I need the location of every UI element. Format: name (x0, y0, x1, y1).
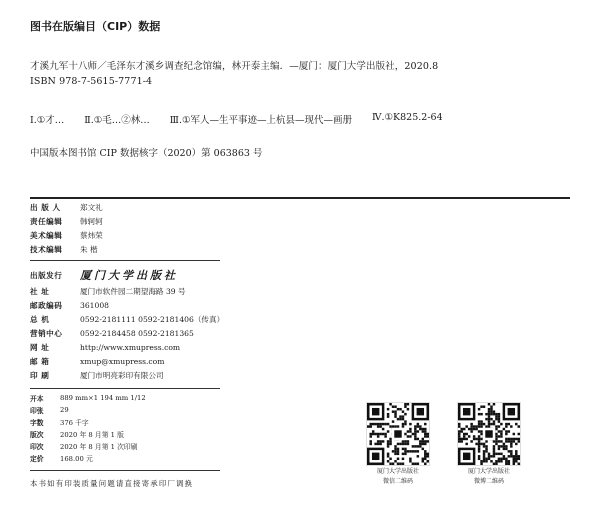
issuer-label: 出版发行 (30, 270, 63, 280)
staff-row (30, 243, 98, 255)
qr-caption-line1: 厦门大学出版社 (376, 468, 419, 475)
publisher-row (30, 369, 164, 381)
spec-label: 开本 (30, 395, 44, 403)
spec-label: 字数 (30, 419, 44, 427)
staff-value: 朱 楷 (80, 244, 98, 254)
publisher-label: 社 址 (30, 286, 50, 296)
publisher-label: 营销中心 (30, 328, 63, 338)
spec-row (30, 441, 138, 451)
spec-label: 版次 (30, 431, 44, 439)
staff-value: 蔡炜荣 (80, 230, 103, 240)
spec-row (30, 417, 89, 427)
publisher-value: 厦门市软件园二期望海路 39 号 (80, 286, 186, 296)
staff-value: 郑文礼 (80, 202, 103, 212)
spec-value: 889 mm×1 194 mm 1/12 (60, 394, 146, 402)
publisher-value: xmup@xmupress.com (80, 356, 165, 366)
publisher-row (30, 341, 180, 353)
issuer-row (30, 267, 178, 283)
spec-value: 376 千字 (60, 419, 89, 427)
publisher-value: 0592-2181111 0592-2181406（传真） (80, 314, 225, 324)
qr-code-icon (457, 402, 521, 466)
weibo-qr-block (456, 402, 522, 486)
publisher-row (30, 285, 186, 297)
publisher-row (30, 313, 224, 325)
qr-caption-line2: 微信二维码 (382, 478, 413, 485)
divider (30, 197, 570, 199)
staff-row (30, 229, 103, 241)
staff-label: 技术编辑 (30, 244, 63, 254)
wechat-qr-block (365, 402, 431, 486)
spec-label: 定价 (30, 455, 44, 463)
staff-label: 出 版 人 (30, 202, 61, 212)
cip-approval-number: 中国版本图书馆 CIP 数据核字（2020）第 063863 号 (30, 148, 263, 159)
publisher-value: 0592-2184458 0592-2181365 (80, 328, 194, 338)
classification-3: Ⅲ.①军人—生平事迹—上杭县—现代—画册 (169, 115, 352, 126)
qr-caption-line1: 厦门大学出版社 (467, 468, 510, 475)
publisher-value: http://www.xmupress.com (80, 342, 181, 352)
spec-row (30, 429, 124, 439)
spec-row (30, 393, 146, 403)
cip-classifications (30, 112, 575, 126)
publisher-row (30, 299, 109, 311)
cip-description: 才溪九军十八师／毛泽东才溪乡调查纪念馆编，林开泰主编．—厦门：厦门大学出版社，2020.8 (30, 61, 439, 72)
staff-row (30, 215, 103, 227)
publisher-row (30, 327, 194, 339)
staff-label: 责任编辑 (30, 216, 63, 226)
publisher-label: 总 机 (30, 314, 50, 324)
cip-isbn: ISBN 978-7-5615-7771-4 (30, 76, 153, 87)
spec-row (30, 405, 69, 415)
publisher-value: 厦门市明亮彩印有限公司 (80, 370, 164, 380)
classification-2: Ⅱ.①毛…②林… (84, 115, 150, 126)
divider (30, 388, 220, 389)
publisher-label: 网 址 (30, 342, 50, 352)
spec-row (30, 453, 93, 463)
classification-1: Ⅰ.①才… (30, 115, 65, 126)
spec-label: 印张 (30, 407, 44, 415)
spec-value: 168.00 元 (60, 455, 93, 463)
spec-value: 2020 年 8 月第 1 版 (60, 431, 124, 439)
publisher-label: 邮政编码 (30, 300, 63, 310)
spec-value: 29 (60, 406, 69, 414)
publisher-row (30, 355, 164, 367)
qr-code-icon (366, 402, 430, 466)
staff-label: 美术编辑 (30, 230, 63, 240)
spec-label: 印次 (30, 443, 44, 451)
divider (30, 470, 220, 471)
staff-row (30, 201, 103, 213)
staff-value: 韩轲轲 (80, 216, 103, 226)
cip-heading: 图书在版编目（CIP）数据 (30, 20, 161, 33)
publisher-label: 邮 箱 (30, 356, 50, 366)
divider (30, 260, 220, 261)
publisher-label: 印 刷 (30, 370, 50, 380)
classification-4: Ⅳ.①K825.2-64 (372, 112, 443, 123)
qr-caption-line2: 微博二维码 (473, 478, 504, 485)
publisher-logo: 厦门大学出版社 (80, 269, 178, 282)
spec-value: 2020 年 8 月第 1 次印刷 (60, 443, 138, 451)
quality-notice: 本书如有印装质量问题请直接寄承印厂调换 (30, 479, 194, 488)
publisher-value: 361008 (80, 300, 109, 310)
